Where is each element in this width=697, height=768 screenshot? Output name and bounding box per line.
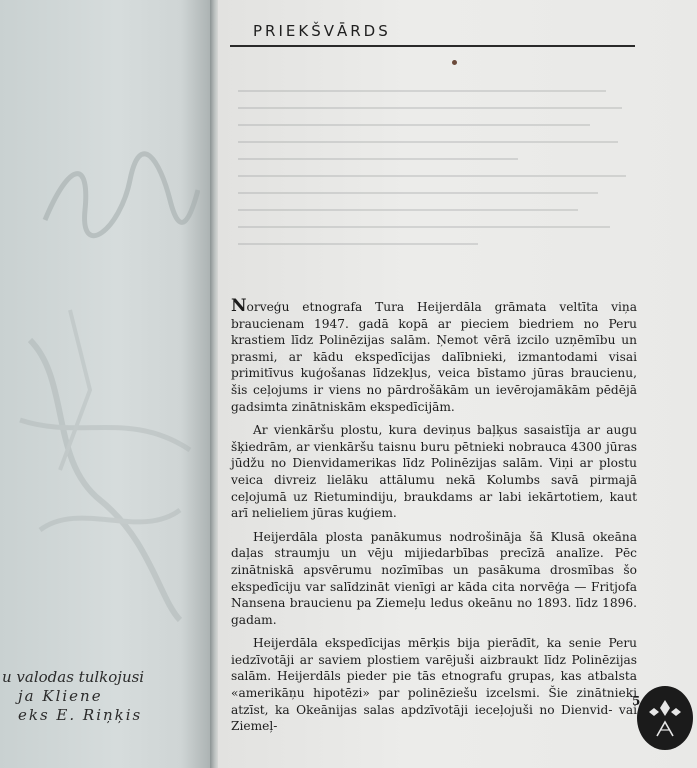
faded-illustration [10, 300, 200, 630]
paragraph: Heijerdāla ekspedīcijas mērķis bija pierādīt, ka senie Peru iedzīvotāji ar saviem plostiem varējuši aizbraukt līdz Polinēzijas salām. Heijerdāls pieder pie tās etnografu grupas, kas atbalsta «amerikāņu hipotēzi» par polinēziešu izcelsmi. Šie zinātnieki atzīst, ka Okeānijas salas apdzīvotāji ieceļojuši no Dienvid- vai Ziemeļ- [231, 636, 637, 734]
page-title: PRIEKŠVĀRDS [253, 22, 391, 40]
paragraph: Norveģu etnografa Tura Heijerdāla grāmata veltīta viņa braucienam 1947. gadā kopā ar pieciem biedriem no Peru krastiem līdz Polinēzijas salām. Ņemot vērā izcilo uzņēmību un prasmi, ar kādu ekspedīcijas dalībnieki, izmantodami visai primitīvus kuģošanas līdzekļus, veica bīstamo jūras braucienu, šis ceļojums ir viens no pārdrošākām un ievērojamākām pēdējā gadsimta zinātniskām ekspedīcijām. [231, 296, 637, 414]
show-through-text [238, 75, 638, 265]
paragraph: Ar vienkāršu plostu, kura deviņus baļķus sasaistīja ar augu šķiedrām, ar vienkāršu taisnu buru pētnieki nobrauca 4300 jūras jūdžu no Dienvidamerikas līdz Polinēzijas salām. Viņi ar plostu veica divreiz lielāku attālumu nekā Kolumbs savā pirmajā ceļojumā uz Rietumindiju, braukdams ar labi iekārtotiem, kaut arī nelieliem jūras kuģiem. [231, 423, 637, 521]
left-page [0, 0, 213, 768]
faded-signature [40, 140, 200, 250]
translation-credits [0, 668, 213, 725]
paragraph: Heijerdāla plosta panākumus nodrošināja šā Klusā okeāna daļas straumju un vēju mijiedarbības precīzā analīze. Pēc zinātniskā apsvērumu nozīmības un pasākuma drosmības šo ekspedīciju var salīdzināt vienīgi ar kāda cita norvēģa — Fritjofa Nansena braucienu pa Ziemeļu ledus okeānu no 1893. līdz 1896. gadam. [231, 529, 637, 627]
right-page [218, 0, 697, 768]
ink-spot [452, 60, 457, 65]
credit-line: ja Kliene [18, 687, 103, 705]
drop-cap: N [231, 296, 247, 316]
credit-line: u valodas tulkojusi [2, 668, 145, 686]
body-text [231, 298, 637, 742]
heading-rule [230, 45, 635, 47]
credit-line: eks E. Riņķis [18, 706, 143, 724]
watermark-logo-icon [637, 686, 693, 750]
page-number: 5 [632, 694, 641, 708]
